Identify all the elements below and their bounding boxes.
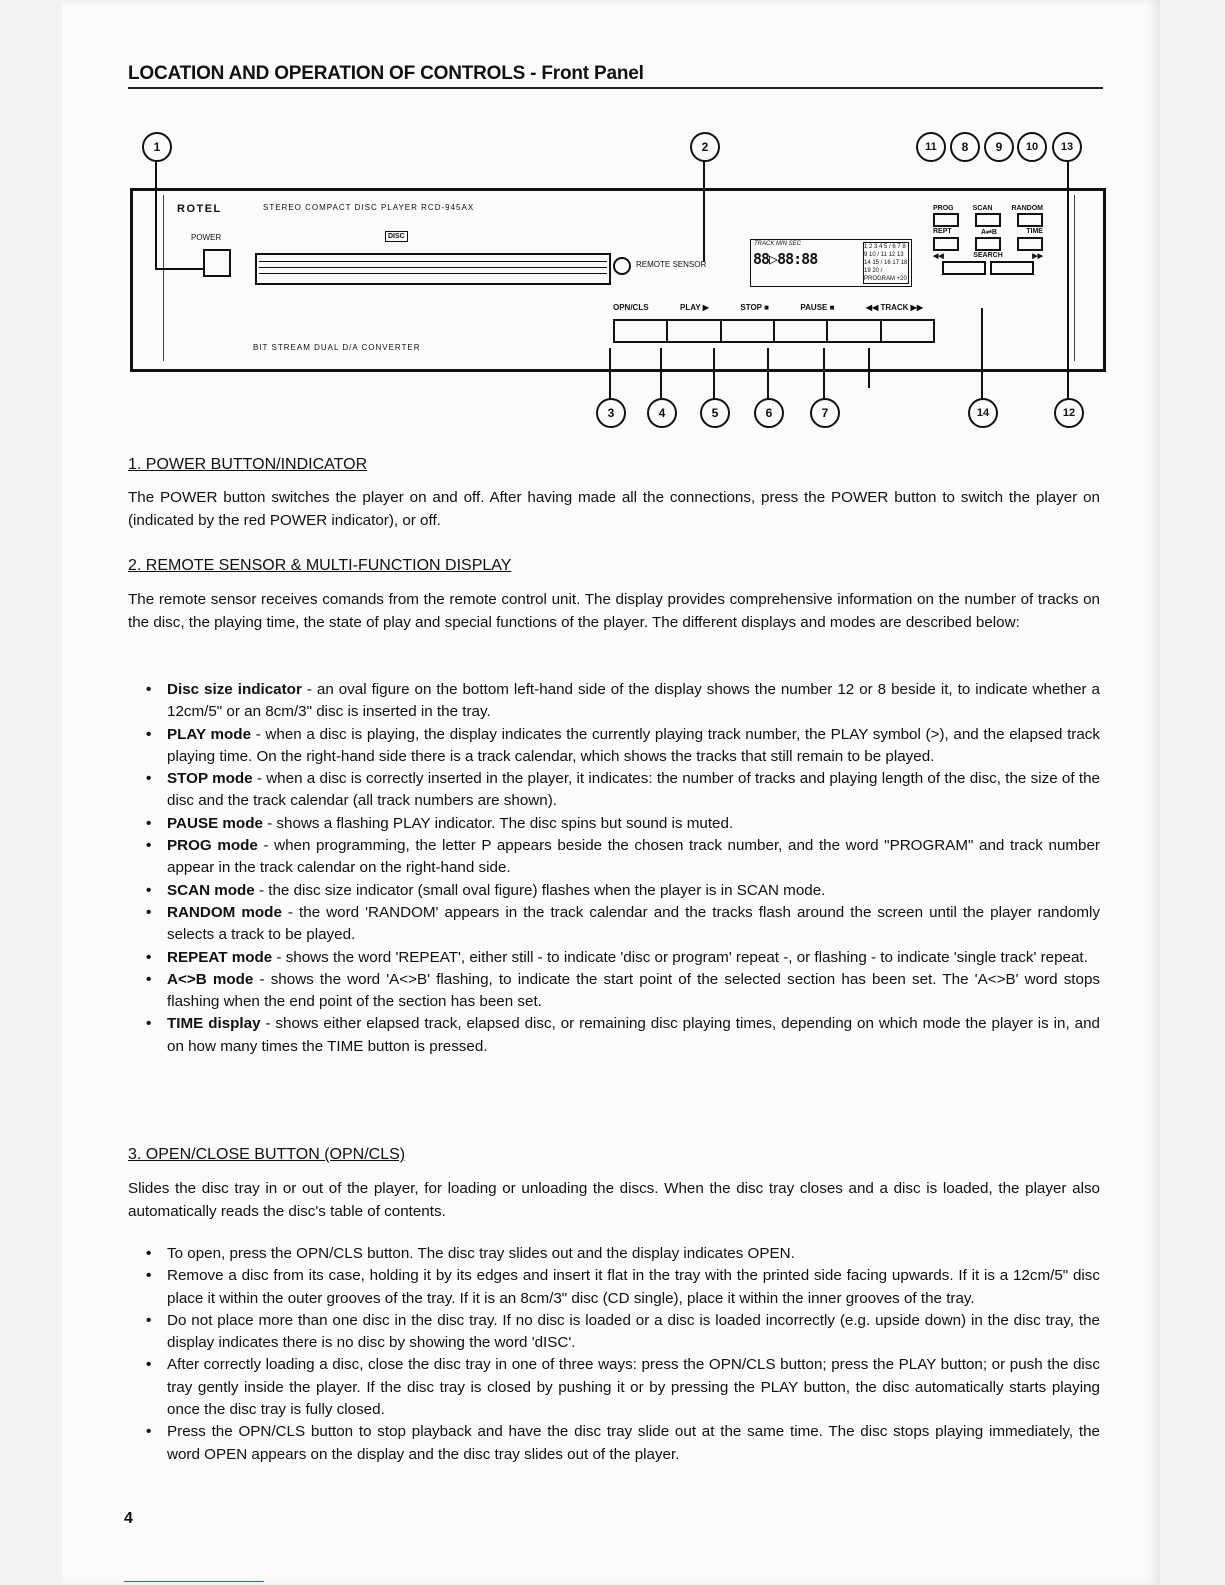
description: - the disc size indicator (small oval figure) flashes when the player is in SCAN mode. xyxy=(254,881,826,899)
section-1-body: The POWER button switches the player on and off. After having made all the connections, press the POWER button to switch the player on (indicated by the red POWER indicator), or off. xyxy=(128,489,1100,529)
tray-line xyxy=(259,273,607,274)
callout-5: 5 xyxy=(700,398,730,428)
callout-4: 4 xyxy=(647,398,677,428)
function-label-row xyxy=(933,205,1043,212)
scan-label: SCAN xyxy=(972,205,993,212)
term: PAUSE mode xyxy=(167,814,263,832)
player-front-panel xyxy=(130,188,1106,372)
description: - the word 'RANDOM' appears in the track calendar and the tracks flash around the screen until the player randomly selects a track to be played. xyxy=(167,903,1101,944)
tray-line xyxy=(259,261,607,262)
stop-label: STOP ■ xyxy=(740,303,769,312)
track-label: ◀◀ TRACK ▶▶ xyxy=(865,303,923,312)
model-label: STEREO COMPACT DISC PLAYER RCD-945AX xyxy=(263,203,475,212)
opn-cls-label: OPN/CLS xyxy=(613,303,649,312)
search-back-icon: ◀◀ xyxy=(933,253,944,260)
search-forward-button[interactable] xyxy=(990,261,1034,275)
description: - shows a flashing PLAY indicator. The disc spins but sound is muted. xyxy=(262,814,734,832)
pause-button[interactable] xyxy=(775,321,828,341)
transport-button-labels xyxy=(613,303,923,312)
track-calendar: 1 2 3 4 5 / 6 7 8 9 10 / 11 12 13 14 15 / 16 17 18 19 20 / PROGRAM +20 xyxy=(864,244,908,282)
callout-13: 13 xyxy=(1052,132,1082,162)
page-number: 4 xyxy=(124,1510,133,1527)
front-panel-diagram xyxy=(124,128,1114,433)
list-item xyxy=(146,835,1100,880)
list-item xyxy=(146,768,1100,813)
description: - when programming, the letter P appears beside the chosen track number, and the word "PROGRAM" and track number appear in the track calendar on the right-hand side. xyxy=(167,837,1100,877)
page-header: LOCATION AND OPERATION OF CONTROLS - Front Panel xyxy=(128,63,1103,89)
lcd-top-labels: TRACK MIN SEC xyxy=(754,241,802,247)
bitstream-label: BIT STREAM DUAL D/A CONVERTER xyxy=(253,343,421,352)
search-label: SEARCH xyxy=(973,252,1003,259)
list-item xyxy=(146,724,1100,769)
list-item: • Press the OPN/CLS button to stop playback and have the disc tray slide out at the same time. The disc stops playing immediately, the word OPEN appears on the display and the disc tray slides out of the player. xyxy=(146,1421,1100,1466)
term: RANDOM mode xyxy=(167,903,282,921)
rept-label: REPT xyxy=(933,228,952,235)
callout-8: 8 xyxy=(950,132,980,162)
callout-1: 1 xyxy=(142,132,172,162)
search-button-row xyxy=(933,261,1043,275)
prog-label: PROG xyxy=(933,205,954,212)
leader-line xyxy=(981,308,983,408)
search-label-row xyxy=(933,252,1043,260)
term: A<>B mode xyxy=(167,970,254,988)
callout-10: 10 xyxy=(1017,132,1047,162)
term: PROG mode xyxy=(167,837,258,855)
power-label: POWER xyxy=(191,233,222,242)
list-item xyxy=(146,1013,1100,1058)
list-item xyxy=(146,947,1100,969)
leader-line xyxy=(1067,160,1069,408)
callout-7: 7 xyxy=(810,398,840,428)
callout-3: 3 xyxy=(596,398,626,428)
leader-line xyxy=(703,160,705,262)
list-item: • After correctly loading a disc, close the disc tray in one of three ways: press the OPN/CLS button; press the PLAY button; or push the disc tray gently inside the player. If the disc tray is closed by pushing it or by pressing the PLAY button, the disc automatically starts playing once the disc tray is fully closed. xyxy=(146,1354,1100,1421)
stop-button[interactable] xyxy=(722,321,775,341)
section-2-body: The remote sensor receives comands from the remote control unit. The display provides comprehensive information on the number of tracks on the disc, the playing time, the state of play and special functions of the player. The different displays and modes are described below: xyxy=(128,591,1100,631)
section-3-body: Slides the disc tray in or out of the player, for loading or unloading the discs. When the disc tray closes and a disc is loaded, the player also automatically reads the disc's table of contents. xyxy=(128,1180,1100,1220)
random-label: RANDOM xyxy=(1011,205,1043,212)
lcd-digits: 88▷88:88 xyxy=(753,250,818,268)
description: - shows the word 'A<>B' flashing, to indicate the start point of the selected section has been set. The 'A<>B' word stops flashing when the end point of the section has been set. xyxy=(167,970,1101,1011)
multi-function-display xyxy=(750,239,912,287)
description: - when a disc is playing, the display indicates the currently playing track number, the PLAY symbol (>), and the elapsed track playing time. On the right-hand side there is a track calendar, which shows the tracks that still remain to be played. xyxy=(167,725,1100,765)
power-button[interactable] xyxy=(203,249,231,277)
function-label-row xyxy=(933,228,1043,236)
term: STOP mode xyxy=(167,770,253,788)
play-label: PLAY ▶ xyxy=(680,303,709,312)
term: Disc size indicator xyxy=(167,681,302,698)
list-item xyxy=(146,969,1100,1014)
callout-2: 2 xyxy=(690,132,720,162)
callout-9: 9 xyxy=(984,132,1014,162)
opn-cls-button[interactable] xyxy=(615,321,668,341)
section-3-title: 3. OPEN/CLOSE BUTTON (OPN/CLS) xyxy=(128,1146,406,1163)
search-back-button[interactable] xyxy=(942,261,986,275)
function-button-row xyxy=(933,213,1043,227)
list-item: • To open, press the OPN/CLS button. The disc tray slides out and the display indicates OPEN. xyxy=(146,1243,1100,1265)
remote-sensor-label: REMOTE SENSOR xyxy=(636,260,707,269)
list-item xyxy=(146,813,1100,835)
compact-disc-logo: DISC xyxy=(385,231,408,242)
list-item xyxy=(146,902,1100,947)
list-item: • Do not place more than one disc in the disc tray. If no disc is loaded or a disc is loaded incorrectly (e.g. upside down) in the disc tray, the display indicates there is no disc by showing the word 'dISC'. xyxy=(146,1310,1100,1355)
term: TIME display xyxy=(167,1015,261,1033)
track-forward-button[interactable] xyxy=(882,321,933,341)
open-close-list xyxy=(146,1243,1100,1466)
section-1-title: 1. POWER BUTTON/INDICATOR xyxy=(128,456,368,473)
callout-14: 14 xyxy=(968,398,998,428)
callout-12: 12 xyxy=(1054,398,1084,428)
random-button[interactable] xyxy=(1017,213,1043,227)
list-item xyxy=(146,880,1100,902)
pause-label: PAUSE ■ xyxy=(800,303,835,312)
time-button[interactable] xyxy=(1017,237,1043,251)
function-button-row xyxy=(933,237,1043,251)
track-back-button[interactable] xyxy=(828,321,881,341)
leader-line xyxy=(155,268,205,270)
callout-6: 6 xyxy=(754,398,784,428)
description: - shows either elapsed track, elapsed disc, or remaining disc playing times, depending on which mode the player is in, and on how many times the TIME button is pressed. xyxy=(167,1015,1100,1055)
bottom-rule xyxy=(124,1581,264,1582)
description: - when a disc is correctly inserted in the player, it indicates: the number of tracks and playing length of the disc, the size of the disc and the track calendar (all track numbers are shown). xyxy=(167,770,1100,810)
list-item xyxy=(146,679,1100,724)
search-forward-icon: ▶▶ xyxy=(1032,253,1043,260)
remote-sensor-icon xyxy=(613,257,631,275)
term: REPEAT mode xyxy=(167,948,273,966)
tray-line xyxy=(259,267,607,268)
term: SCAN mode xyxy=(167,881,255,899)
list-item: • Remove a disc from its case, holding it by its edges and insert it flat in the tray with the printed side facing upwards. If it is a 12cm/5" disc place it within the outer grooves of the tray. If it is an 8cm/3" disc (CD single), place it within the inner grooves of the tray. xyxy=(146,1265,1100,1310)
play-button[interactable] xyxy=(668,321,721,341)
prog-button[interactable] xyxy=(933,213,959,227)
leader-line xyxy=(155,160,157,268)
leader-line xyxy=(868,348,870,388)
section-2-title: 2. REMOTE SENSOR & MULTI-FUNCTION DISPLAY xyxy=(128,557,512,574)
ab-label: A⇌B xyxy=(980,229,997,236)
scan-button[interactable] xyxy=(975,213,1001,227)
disc-tray[interactable] xyxy=(255,253,611,285)
ab-button[interactable] xyxy=(975,237,1001,251)
display-modes-list xyxy=(146,679,1100,1058)
repeat-button[interactable] xyxy=(933,237,959,251)
time-label: TIME xyxy=(1026,228,1043,235)
callout-11: 11 xyxy=(916,132,946,162)
function-buttons xyxy=(933,205,1043,276)
transport-buttons xyxy=(613,319,935,343)
brand-logo: ROTEL xyxy=(177,203,222,215)
description: - shows the word 'REPEAT', either still - to indicate 'disc or program' repeat -, or flashing - to indicate 'single track' repeat. xyxy=(272,948,1088,966)
term: PLAY mode xyxy=(167,725,252,743)
description: - an oval figure on the bottom left-hand side of the display shows the number 12 or 8 beside it, to indicate whether a 12cm/5" or an 8cm/3" disc is inserted in the tray. xyxy=(167,681,1101,721)
